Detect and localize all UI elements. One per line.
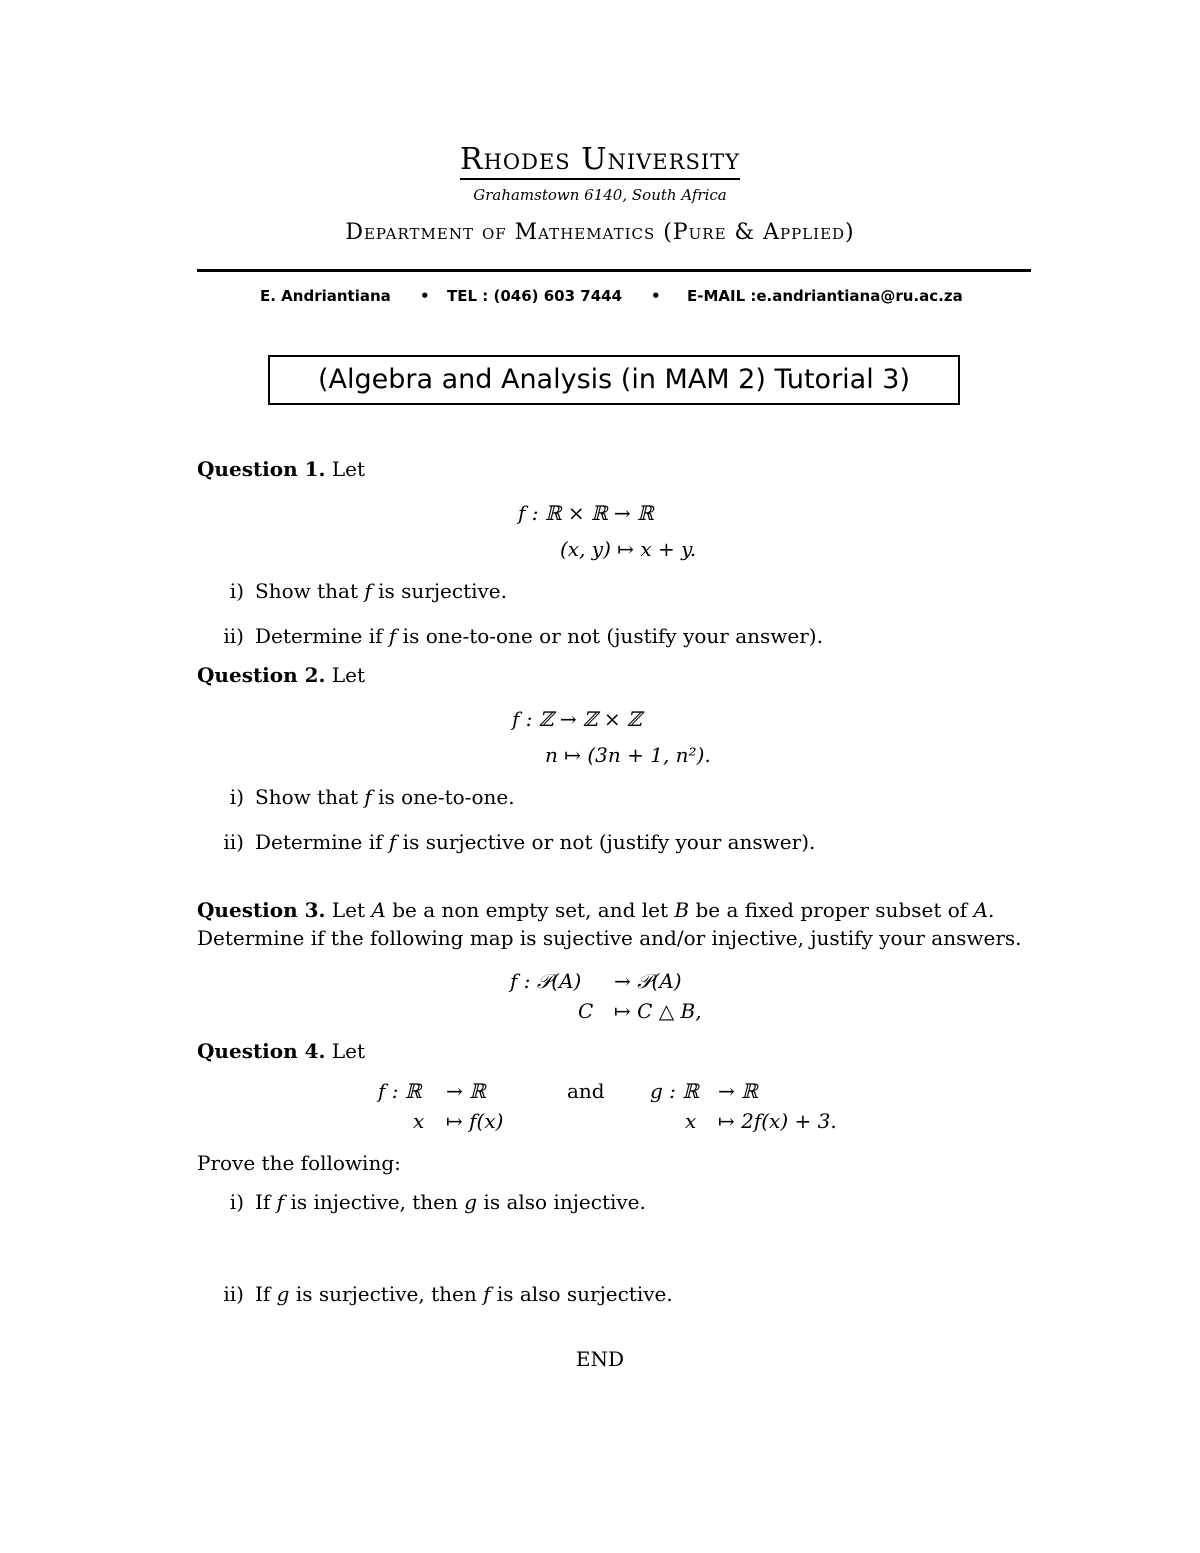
q4-f-domain: f : ℝ [378,1079,422,1103]
q4-g-rule: ↦ 2f(x) + 3. [718,1109,837,1133]
lecturer-name: E. Andriantiana [260,287,391,305]
q2-map-signature: f : ℤ → ℤ × ℤ [512,707,642,731]
telephone: TEL : (046) 603 7444 [447,287,623,305]
q4-g-domain: g : ℝ [650,1079,699,1103]
q1-map-signature: f : ℝ × ℝ → ℝ [518,501,654,525]
department-name: Department of Mathematics (Pure & Applied) [345,220,855,245]
q4-f-rule: ↦ f(x) [446,1109,504,1133]
separator: • [651,287,661,305]
q4-prove: Prove the following: [197,1151,401,1175]
q3-text-line-2: Determine if the following map is sujective and/or injective, justify your answers. [197,926,1022,950]
q3-map-codomain: → 𝒫(A) [614,969,682,993]
q4-g-variable: x [685,1109,697,1133]
q4-and: and [567,1079,605,1103]
university-name: Rhodes University [0,142,1200,177]
separator: • [420,287,430,305]
q3-map-rule: ↦ C △ B, [614,999,702,1023]
q2-map-rule: n ↦ (3n + 1, n²). [545,743,711,767]
email: E-MAIL :e.andriantiana@ru.ac.za [687,287,963,305]
q4-f-codomain: → ℝ [446,1079,486,1103]
q4-f-variable: x [413,1109,425,1133]
q4-g-codomain: → ℝ [718,1079,758,1103]
tutorial-title: (Algebra and Analysis (in MAM 2) Tutorial 3) [268,355,960,405]
q3-text-line-1: Question 3. Let A be a non empty set, and let B be a fixed proper subset of A. [197,898,995,922]
q1-heading: Question 1. Let [197,457,366,481]
q4-heading: Question 4. Let [197,1039,366,1063]
q3-map-domain: f : 𝒫(A) [510,969,582,993]
header-rule [197,269,1031,272]
university-location: Grahamstown 6140, South Africa [473,186,727,204]
end-marker: END [575,1347,625,1371]
q3-map-variable: C [578,999,594,1023]
q2-heading: Question 2. Let [197,663,366,687]
q1-map-rule: (x, y) ↦ x + y. [560,537,697,561]
